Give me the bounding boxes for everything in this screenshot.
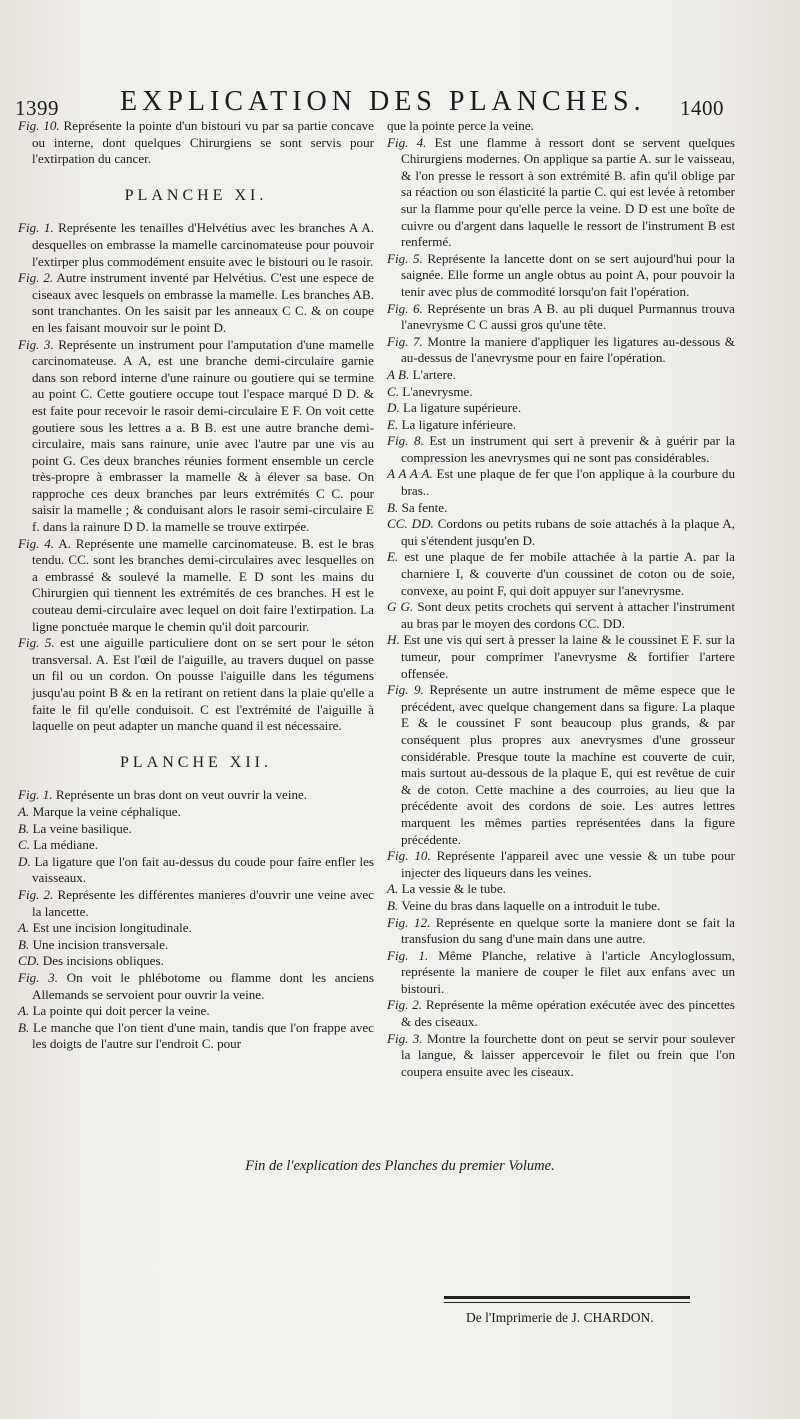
left-intro-entry (18, 118, 374, 168)
entry-text: La vessie & le tube. (401, 881, 506, 897)
entry (18, 1003, 374, 1020)
entry-label: Fig. 1. (18, 787, 53, 803)
entry-label: Fig. 2. (18, 886, 54, 902)
continuation-text (387, 118, 735, 135)
entry (387, 383, 735, 401)
entry (387, 400, 735, 417)
entry-text: Sa fente. (401, 499, 448, 515)
entry (18, 535, 374, 636)
entry-label: A. (18, 803, 30, 819)
entry-text: La ligature supérieure. (403, 400, 522, 416)
entry-text: Cordons ou petits rubans de soie attachés à la plaque A, qui s'étendent jusqu'en D. (401, 516, 736, 548)
plate-xi-heading: PLANCHE XI. (124, 186, 268, 204)
entry (387, 682, 736, 848)
entry (18, 220, 374, 270)
entry-text: Est une vis qui sert à presser la laine & le coussinet E F. sur la tumeur, pour comprimer l'anevrysme & fortifier l'artere offensée. (401, 632, 735, 681)
entry-text: Sont deux petits crochets qui servent à attacher l'instrument au bras par le moyen des cordons CC. DD. (401, 599, 735, 631)
entry-label: A. (18, 1003, 30, 1019)
entry-text: Représente un bras dont on veut ouvrir la veine. (55, 787, 308, 803)
entry-label: B. (18, 1019, 30, 1035)
plate-xii-heading: PLANCHE XII. (120, 753, 272, 771)
entry-label: CC. DD. (387, 516, 434, 532)
entry-text: Est un instrument qui sert à prevenir & à guérir par la compression les anevrysmes qui ne sont pas considérables. (401, 433, 735, 465)
entry-text: La ligature inférieure. (401, 416, 517, 432)
entry-text: Représente un instrument pour l'amputation d'une mamelle carcinomateuse. A A, est une branche demi-circulaire garnie dans son rebord interne d'une rainure ou goutiere qui se termine au point C. Cette goutiere occupe tout l'espace marqué D D. & est faite pour recevoir le rasoir demi-circulaire E F. On voit cette goutiere sous les lettres a a. B B. est une autre branche demi-circulaire, mais sans rainure, unie avec l'autre par une vis au point G. Ces deux branches réunies forment ensemble un cercle très-propre à embrasser la mamelle & à élever sa base. On rapproche ces deux branches par leurs extrémités C C. pour saisir la mamelle ; & conduisant alors le rasoir semi-circulaire E f. dans la rainure D D. la mamelle se trouve extirpée. (32, 336, 374, 535)
entry-label: Fig. 1. (18, 220, 54, 236)
entry-text: Représente l'appareil avec une vessie & un tube pour injecter des liqueurs dans les veines. (401, 848, 735, 880)
entry (18, 820, 374, 838)
entry (387, 499, 735, 517)
entry-text: Représente la pointe d'un bistouri vu par sa partie concave ou interne, dont quelques Chirurgiens se sont servis pour l'extirpation du cancer. (32, 118, 374, 167)
entry-text: Représente un bras A B. au pli duquel Purmannus trouva l'anevrysme C C aussi gros qu'une tête. (401, 300, 735, 333)
entry-text: Est une flamme à ressort dont se servent quelques Chirurgiens modernes. On applique sa partie A. sur le vaisseau, & l'on presse le ressort à son extrémité B. afin qu'il oblige par sa réaction ou son élasticité la partie C. qui est levée à retomber sur la flamme pour qu'elle perce la veine. D D est une boîte de cuivre ou d'argent dans laquelle le ressort de l'instrument B est renfermé. (401, 134, 735, 250)
entry-text: La ligature que l'on fait au-dessus du coude pour faire enfler les vaisseaux. (32, 853, 374, 886)
entry-label: Fig. 12. (387, 914, 431, 930)
entry-text: On voit le phlébotome ou flamme dont les anciens Allemands se servoient pour ouvrir la veine. (32, 969, 374, 1002)
entry (387, 250, 735, 301)
entry-label: Fig. 10. (18, 118, 60, 133)
entry-text: Veine du bras dans laquelle on a introduit le tube. (401, 897, 661, 913)
entry (387, 947, 735, 998)
entry-text: Montre la maniere d'appliquer les ligatures au-dessous & au-dessus de l'anevrysme pour en faire l'opération. (401, 333, 735, 366)
entry (387, 433, 735, 466)
entry-label: A B. (387, 366, 410, 382)
entry-label: Fig. 5. (387, 250, 423, 266)
entry-label: D. (387, 400, 400, 416)
entry-text: Des incisions obliques. (42, 953, 164, 969)
entry (18, 336, 374, 536)
entry (18, 787, 374, 804)
entry-label: Fig. 3. (18, 336, 54, 352)
entry-text: Autre instrument inventé par Helvétius. C'est une espece de ciseaux avec lesquels on embrasse la mamelle. Les branches AB. sont tranchantes. On les saisit par les anneaux C C. & on coupe en les faisant mouvoir sur le point D. (32, 270, 374, 335)
entry-label: Fig. 7. (387, 333, 423, 349)
entry-label: Fig. 2. (18, 270, 54, 286)
colophon-rule-thick (444, 1296, 690, 1299)
entry-label: Fig. 1. (387, 947, 429, 963)
entry (18, 1019, 374, 1053)
entry (18, 886, 374, 920)
entry-label: B. (18, 936, 30, 952)
entry-text: L'artere. (412, 366, 457, 382)
plate-xi-entries (18, 220, 374, 734)
entry-text: Est une plaque de fer que l'on applique à la courbure du bras.. (401, 466, 736, 499)
entry-text: Marque la veine céphalique. (32, 803, 181, 819)
entry (387, 134, 735, 251)
entry (387, 848, 735, 881)
entry-label: Fig. 10. (387, 848, 431, 864)
entry (387, 466, 736, 499)
entry-label: Fig. 6. (387, 300, 423, 316)
entry-text: Le manche que l'on tient d'une main, tandis que l'on frappe avec les doigts de l'autre sur l'endroit C. pour (32, 1019, 374, 1052)
entry-text: Représente les différentes manieres d'ouvrir une veine avec la lancette. (32, 886, 374, 919)
entry (387, 1030, 735, 1081)
entry (18, 853, 374, 887)
colophon-rule-thin (444, 1302, 690, 1303)
entry-text: est une plaque de fer mobile attachée à la partie A. par la charniere I, & couverte d'un coussinet de coton ou de soie, convexe, au point F, qui doit appuyer sur l'anevrysme. (401, 549, 735, 598)
entry-label: Fig. 5. (18, 635, 55, 651)
entry (387, 897, 735, 915)
entry (18, 953, 374, 970)
entry-label: E. (387, 549, 399, 565)
entry-label: Fig. 2. (387, 997, 423, 1013)
entry-label: CD. (18, 953, 40, 969)
entry-text: Représente la lancette dont on se sert aujourd'hui pour la saignée. Elle forme un angle obtus au point A, pour pouvoir la tenir avec plus de commodité lorsqu'on fait l'opération. (401, 250, 735, 299)
entry (387, 516, 736, 549)
entry-label: Fig. 8. (387, 433, 424, 449)
entry-label: Fig. 9. (387, 682, 424, 698)
right-column-entries (387, 135, 735, 1081)
entry-text: Même Planche, relative à l'article Ancyloglossum, représente la maniere de couper le filet aux enfans avec un bistouri. (401, 947, 735, 996)
entry-text: est une aiguille particuliere dont on se sert pour le séton transversal. A. Est l'œil de l'aiguille, au travers duquel on passe un fil ou un cordon. On pousse l'aiguille dans les tégumens jusqu'au point B & en la retirant on retient dans la plaie qu'elle a faite le fil qu'elle conduisoit. C est l'extrémité de l'aiguille à laquelle on peut adapter un manche quand il est nécessaire. (32, 635, 374, 734)
continuation-line: que la pointe perce la veine. (387, 118, 534, 133)
entry (18, 270, 374, 336)
entry-text: Est une incision longitudinale. (32, 920, 192, 936)
printer-imprint: De l'Imprimerie de J. CHARDON. (466, 1310, 654, 1325)
entry-label: H. (387, 632, 400, 648)
entry-label: D. (18, 853, 31, 869)
entry-label: B. (387, 499, 399, 515)
entry-text: La médiane. (33, 837, 99, 853)
colophon: Fin de l'explication des Planches du premier Volume. (245, 1158, 555, 1174)
entry (387, 632, 735, 682)
page-number-left: 1399 (15, 96, 59, 120)
entry-text: L'anevrysme. (402, 383, 473, 399)
entry-text: Représente un autre instrument de même espece que le précédent, avec quelque changement dans sa figure. La plaque E & le coussinet F sont beaucoup plus grands, & par conséquent plus propres aux anevrysmes d'une grosseur considérable. Presque toute la machine est couverte de cuir, mais surtout au-dessous de la plaque E, qui est revêtue de cuir & de coton. Cette machine a des courroies, au lieu que la précédente avoit des cordons de soie. Les autres lettres marquent les mêmes parties représentées dans la figure précédente. (401, 682, 736, 847)
entry (18, 920, 374, 937)
entry (387, 549, 735, 599)
entry (18, 635, 374, 735)
entry-label: C. (387, 383, 400, 399)
entry (387, 997, 735, 1030)
entry-text: A. Représente une mamelle carcinomateuse. B. est le bras tendu. CC. sont les branches demi-circulaires avec lesquelles on a embrassé & soulevé la mamelle. E D sont les mains du Chirurgien qui tiennent les extrémités de ces branches. H est le couteau demi-circulaire avec lequel on doit faire l'extirpation. La ligne ponctuée marque le chemin qu'il doit parcourir. (32, 535, 374, 634)
left-column (18, 118, 374, 1053)
entry-text: Représente la même opération exécutée avec des pincettes & des ciseaux. (401, 997, 735, 1030)
entry-label: G G. (387, 599, 414, 615)
entry (18, 969, 374, 1003)
entry-label: B. (18, 820, 30, 836)
entry-label: Fig. 3. (18, 969, 58, 985)
running-title: EXPLICATION DES PLANCHES. (120, 86, 646, 117)
entry-text: La veine basilique. (32, 820, 132, 836)
plate-xii-entries (18, 787, 374, 1053)
entry (387, 366, 735, 384)
entry-text: La pointe qui doit percer la veine. (32, 1003, 210, 1019)
entry (387, 333, 735, 367)
entry (18, 936, 374, 954)
entry (18, 803, 374, 821)
entry-label: A. (18, 920, 30, 936)
entry-label: Fig. 4. (387, 134, 427, 150)
right-column (387, 118, 735, 1080)
entry (387, 914, 735, 948)
entry (387, 416, 735, 434)
page-number-right: 1400 (680, 96, 724, 120)
entry-label: A A A A. (387, 466, 433, 482)
entry (18, 837, 374, 854)
entry-label: Fig. 3. (387, 1030, 423, 1046)
entry (387, 300, 735, 334)
entry-label: C. (18, 837, 31, 853)
entry-label: E. (387, 416, 399, 432)
entry-text: Représente les tenailles d'Helvétius avec les branches A A. desquelles on embrasse la mamelle carcinomateuse pour pouvoir l'extirper plus commodément ensuite avec le bistouri ou le rasoir. (32, 220, 374, 269)
entry (387, 599, 735, 632)
entry-label: A. (387, 881, 399, 897)
entry-text: Montre la fourchette dont on peut se servir pour soulever la langue, & laisser appercevoir le filet ou frein que l'on coupera ensuite avec les ciseaux. (401, 1030, 735, 1079)
entry-label: B. (387, 897, 399, 913)
entry (387, 881, 735, 898)
entry-text: Représente en quelque sorte la maniere dont se fait la transfusion du sang d'une main dans une autre. (401, 914, 735, 947)
entry-label: Fig. 4. (18, 535, 55, 551)
entry-text: Une incision transversale. (32, 936, 169, 952)
